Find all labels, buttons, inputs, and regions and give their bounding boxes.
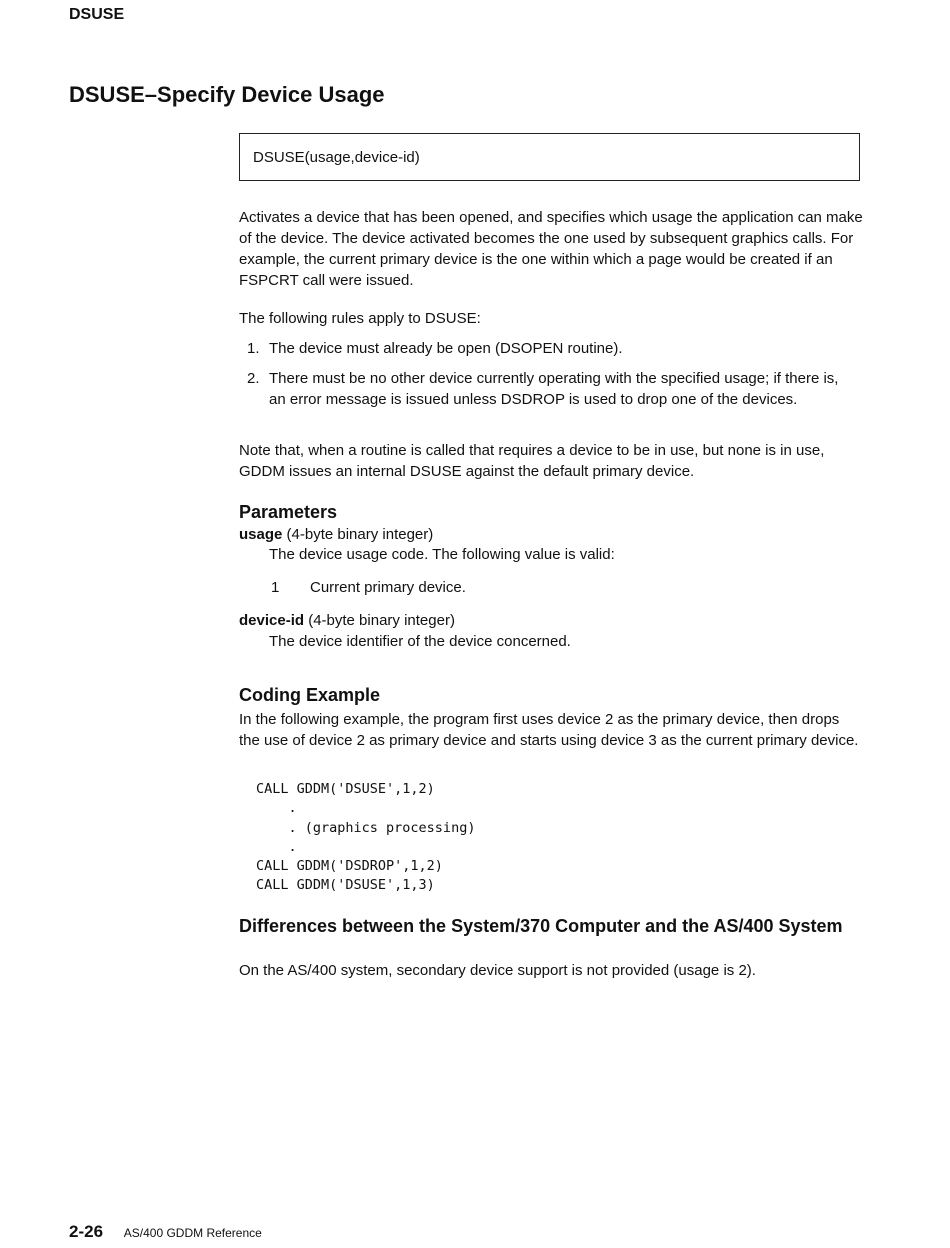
param-usage-type: (4-byte binary integer) xyxy=(286,526,434,543)
book-title: AS/400 GDDM Reference xyxy=(123,1226,262,1240)
param-usage-term xyxy=(239,524,433,545)
param-device-id-name: device-id xyxy=(239,612,305,629)
differences-text: On the AS/400 system, secondary device support is not provided (usage is 2). xyxy=(239,962,756,979)
rule-text: There must be no other device currently operating with the specified usage; if there is, an error message is issued unless DSDROP is used to drop one of the devices. xyxy=(269,370,839,408)
param-device-id-desc: The device identifier of the device concerned. xyxy=(269,633,571,650)
parameters-heading: Parameters xyxy=(239,502,338,522)
running-head: DSUSE xyxy=(69,6,125,23)
syntax-text: DSUSE(usage,device-id) xyxy=(253,149,420,166)
param-usage-value-text: Current primary device. xyxy=(310,579,466,596)
intro-paragraph: Activates a device that has been opened, and specifies which usage the application can make of the device. The device activated becomes the one used by subsequent graphics calls. For example, the current primary device is the one within which a page would be created if an FSPCRT call were issued. xyxy=(239,209,863,289)
param-usage-desc: The device usage code. The following value is valid: xyxy=(269,546,615,563)
param-device-id-term xyxy=(239,610,455,631)
syntax-box xyxy=(239,133,860,181)
param-usage-value: 1 xyxy=(271,579,280,596)
rules-intro: The following rules apply to DSUSE: xyxy=(239,310,481,327)
param-device-id-type: (4-byte binary integer) xyxy=(308,612,455,629)
page-title: DSUSE–Specify Device Usage xyxy=(69,82,385,107)
page-number: 2-26 xyxy=(69,1222,104,1241)
differences-heading: Differences between the System/370 Computer and the AS/400 System xyxy=(239,916,843,936)
coding-example-text: In the following example, the program first uses device 2 as the primary device, then drops the use of device 2 as primary device and starts using device 3 as the current primary device. xyxy=(239,711,859,749)
page-footer xyxy=(69,1222,262,1242)
param-usage-name: usage xyxy=(239,526,283,543)
rule-number: 1. xyxy=(247,340,260,357)
note-paragraph: Note that, when a routine is called that requires a device to be in use, but none is in use, GDDM issues an internal DSUSE against the default primary device. xyxy=(239,442,825,480)
rule-text: The device must already be open (DSOPEN routine). xyxy=(269,340,623,357)
coding-example-heading: Coding Example xyxy=(239,685,381,705)
rule-number: 2. xyxy=(247,370,260,387)
code-sample: CALL GDDM('DSUSE',1,2) . . (graphics processing) . CALL GDDM('DSDROP',1,2) CALL GDDM('DSUSE',1,3) xyxy=(256,781,476,894)
